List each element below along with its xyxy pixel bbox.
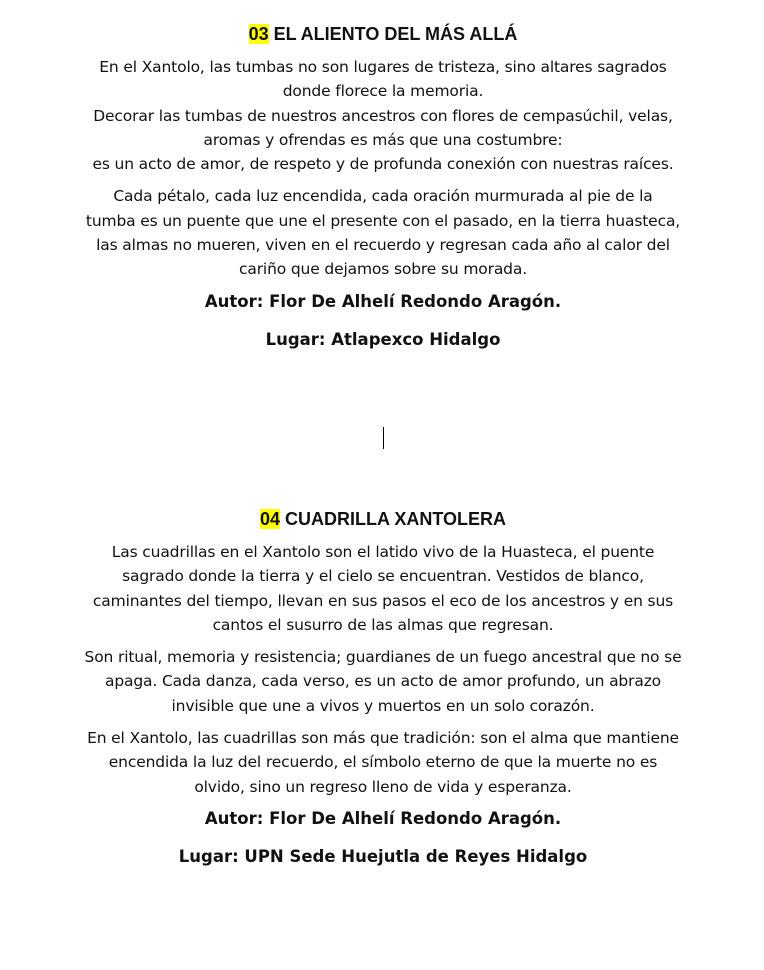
section-title-text: EL ALIENTO DEL MÁS ALLÁ (268, 24, 518, 44)
paragraph-line: encendida la luz del recuerdo, el símbolo eterno de que la muerte no es (108, 753, 658, 772)
paragraph-line: cariño que dejamos sobre su morada. (238, 260, 527, 279)
place-line: Lugar: UPN Sede Huejutla de Reyes Hidalgo (178, 846, 588, 866)
section-04 (30, 507, 736, 883)
place-line: Lugar: Atlapexco Hidalgo (265, 329, 501, 349)
section-03 (30, 22, 736, 366)
paragraph-line: Las cuadrillas en el Xantolo son el latido vivo de la Huasteca, el puente (111, 543, 655, 561)
section-number-highlight: 03 (248, 24, 269, 44)
paragraph-line: Cada pétalo, cada luz encendida, cada oración murmurada al pie de la (113, 187, 653, 206)
section-number-highlight: 04 (259, 509, 281, 529)
paragraph-line: caminantes del tiempo, llevan en sus pasos el eco de los ancestros y en sus (92, 591, 674, 610)
paragraph-line: donde florece la memoria. (282, 82, 484, 101)
paragraph-line: En el Xantolo, las cuadrillas son más que tradición: son el alma que mantiene (87, 729, 679, 748)
paragraph (30, 645, 736, 718)
author-line: Autor: Flor De Alhelí Redondo Aragón. (204, 808, 562, 828)
author-line: Autor: Flor De Alhelí Redondo Aragón. (204, 291, 562, 311)
paragraph-line: Son ritual, memoria y resistencia; guardianes de un fuego ancestral que no se (84, 648, 682, 667)
paragraph (30, 55, 736, 176)
section-title (30, 22, 736, 46)
paragraph-line: es un acto de amor, de respeto y de profunda conexión con nuestras raíces. (92, 155, 674, 174)
section-title (30, 507, 736, 531)
paragraph (30, 726, 736, 799)
paragraph-line: En el Xantolo, las tumbas no son lugares de tristeza, sino altares sagrados (99, 58, 667, 76)
paragraph-line: invisible que une a vivos y muertos en un solo corazón. (171, 696, 595, 715)
paragraph-line: tumba es un puente que une el presente con el pasado, en la tierra huasteca, (85, 211, 681, 230)
paragraph-line: las almas no mueren, viven en el recuerdo y regresan cada año al calor del (96, 236, 670, 255)
paragraph (30, 184, 736, 281)
paragraph (30, 540, 736, 637)
paragraph-line: sagrado donde la tierra y el cielo se encuentran. Vestidos de blanco, (122, 567, 644, 586)
paragraph-line: olvido, sino un regreso lleno de vida y esperanza. (194, 777, 572, 796)
paragraph-line: Decorar las tumbas de nuestros ancestros con flores de cempasúchil, velas, (93, 106, 673, 125)
paragraph-line: aromas y ofrendas es más que una costumbre: (203, 130, 563, 149)
text-cursor (383, 427, 384, 449)
paragraph-line: cantos el susurro de las almas que regresan. (212, 615, 554, 634)
section-title-text: CUADRILLA XANTOLERA (280, 509, 507, 529)
paragraph-line: apaga. Cada danza, cada verso, es un acto de amor profundo, un abrazo (104, 672, 662, 691)
